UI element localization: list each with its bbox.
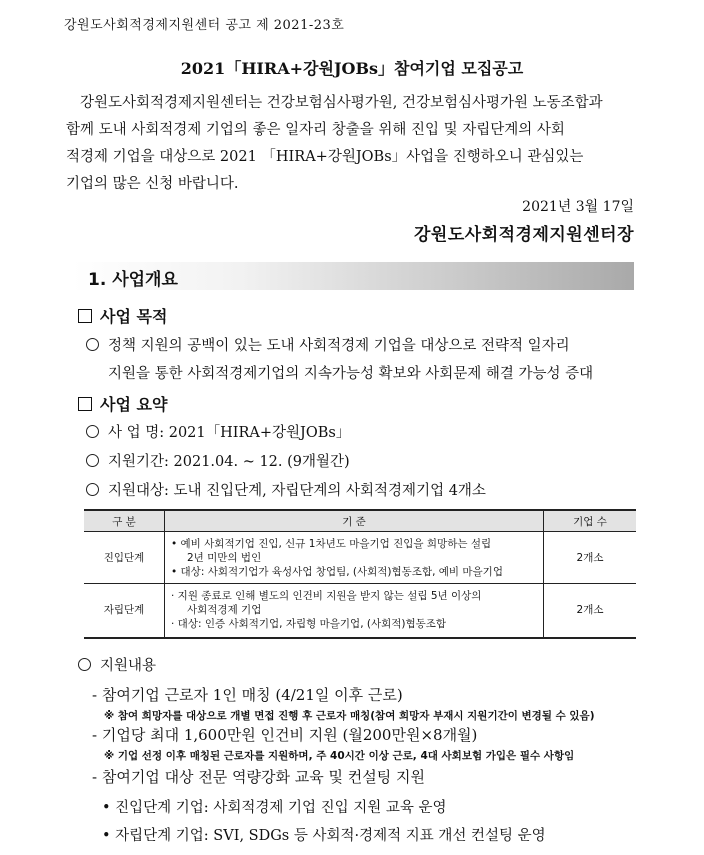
intro-line: 강원도사회적경제지원센터는 건강보험심사평가원, 건강보험심사평가원 노동조합과 [80,95,603,111]
circle-bullet-icon [86,454,99,467]
criteria-cell [165,532,544,584]
purpose-line: 지원을 통한 사회적경제기업의 지속가능성 확보와 사회문제 해결 가능성 증대 [108,366,594,382]
criteria-text: • 대상: 사회적기업가 육성사업 창업팀, (사회적)협동조합, 예비 마을기업 [171,565,503,578]
support-item: - 참여기업 근로자 1인 매칭 (4/21일 이후 근로) [92,686,403,704]
category-cell: 진입단계 [84,532,165,584]
intro-line: 기업의 많은 신청 바랍니다. [66,176,239,192]
count-cell: 2개소 [544,584,637,638]
category-cell: 자립단계 [84,584,165,638]
support-item: - 참여기업 대상 전문 역량강화 교육 및 컨설팅 지원 [92,768,426,786]
column-header: 구 분 [84,510,165,532]
section-title: 1. 사업개요 [88,270,178,290]
checkbox-square-icon [78,397,92,411]
column-header: 기 준 [165,510,544,532]
intro-line: 적경제 기업을 대상으로 2021 「HIRA+강원JOBs」사업을 진행하오니 관심있는 [66,149,584,165]
circle-bullet-icon [86,483,99,496]
criteria-text: 2년 미만의 법인 [187,551,262,564]
purpose-heading: 사업 목적 [78,304,167,327]
intro-line: 함께 도내 사회적경제 기업의 좋은 일자리 창출을 위해 진입 및 자립단계의 사회 [66,122,565,138]
table-row [84,532,636,584]
summary-item-period: 지원기간: 2021.04. ~ 12. (9개월간) [86,450,350,471]
summary-heading: 사업 요약 [78,392,167,415]
page-title: 2021「HIRA+강원JOBs」참여기업 모집공고 [180,59,524,78]
summary-item-name: 사 업 명: 2021「HIRA+강원JOBs」 [86,421,350,442]
intro-paragraph [66,90,636,198]
criteria-text: · 대상: 인증 사회적기업, 자립형 마을기업, (사회적)협동조합 [171,618,447,631]
issuer-name: 강원도사회적경제지원센터장 [414,225,634,245]
count-cell: 2개소 [544,532,637,584]
purpose-line: 정책 지원의 공백이 있는 도내 사회적경제 기업을 대상으로 전략적 일자리 [86,334,570,355]
circle-bullet-icon [78,658,91,671]
checkbox-square-icon [78,309,92,323]
summary-item-target: 지원대상: 도내 진입단계, 자립단계의 사회적경제기업 4개소 [86,479,486,500]
table-row [84,584,636,638]
support-note: ※ 참여 희망자를 대상으로 개별 면접 진행 후 근로자 매칭(참여 희망자 부재시 지원기간이 변경될 수 있음) [104,710,595,722]
support-bullet: • 자립단계 기업: SVI, SDGs 등 사회적·경제적 지표 개선 컨설팅 운영 [102,828,546,844]
section-header-bar [72,262,634,290]
support-bullet: • 진입단계 기업: 사회적경제 기업 진입 지원 교육 운영 [102,800,447,816]
support-heading: 지원내용 [78,654,156,675]
circle-bullet-icon [86,338,99,351]
notice-date: 2021년 3월 17일 [522,199,634,215]
criteria-text: 사회적경제 기업 [187,604,262,617]
column-header: 기업 수 [544,510,637,532]
notice-number: 강원도사회적경제지원센터 공고 제 2021-23호 [64,18,345,33]
criteria-table [84,509,636,639]
circle-bullet-icon [86,425,99,438]
criteria-cell [165,584,544,638]
support-note: ※ 기업 선정 이후 매칭된 근로자를 지원하며, 주 40시간 이상 근로, 4대 사회보험 가입은 필수 사항임 [104,750,575,762]
table-header-row [84,510,636,532]
support-item: - 기업당 최대 1,600만원 인건비 지원 (월200만원×8개월) [92,726,478,744]
criteria-text: · 지원 종료로 인해 별도의 인건비 지원을 받지 않는 설립 5년 이상의 [171,590,482,603]
criteria-text: • 예비 사회적기업 진입, 신규 1차년도 마을기업 진입을 희망하는 설립 [171,537,492,550]
